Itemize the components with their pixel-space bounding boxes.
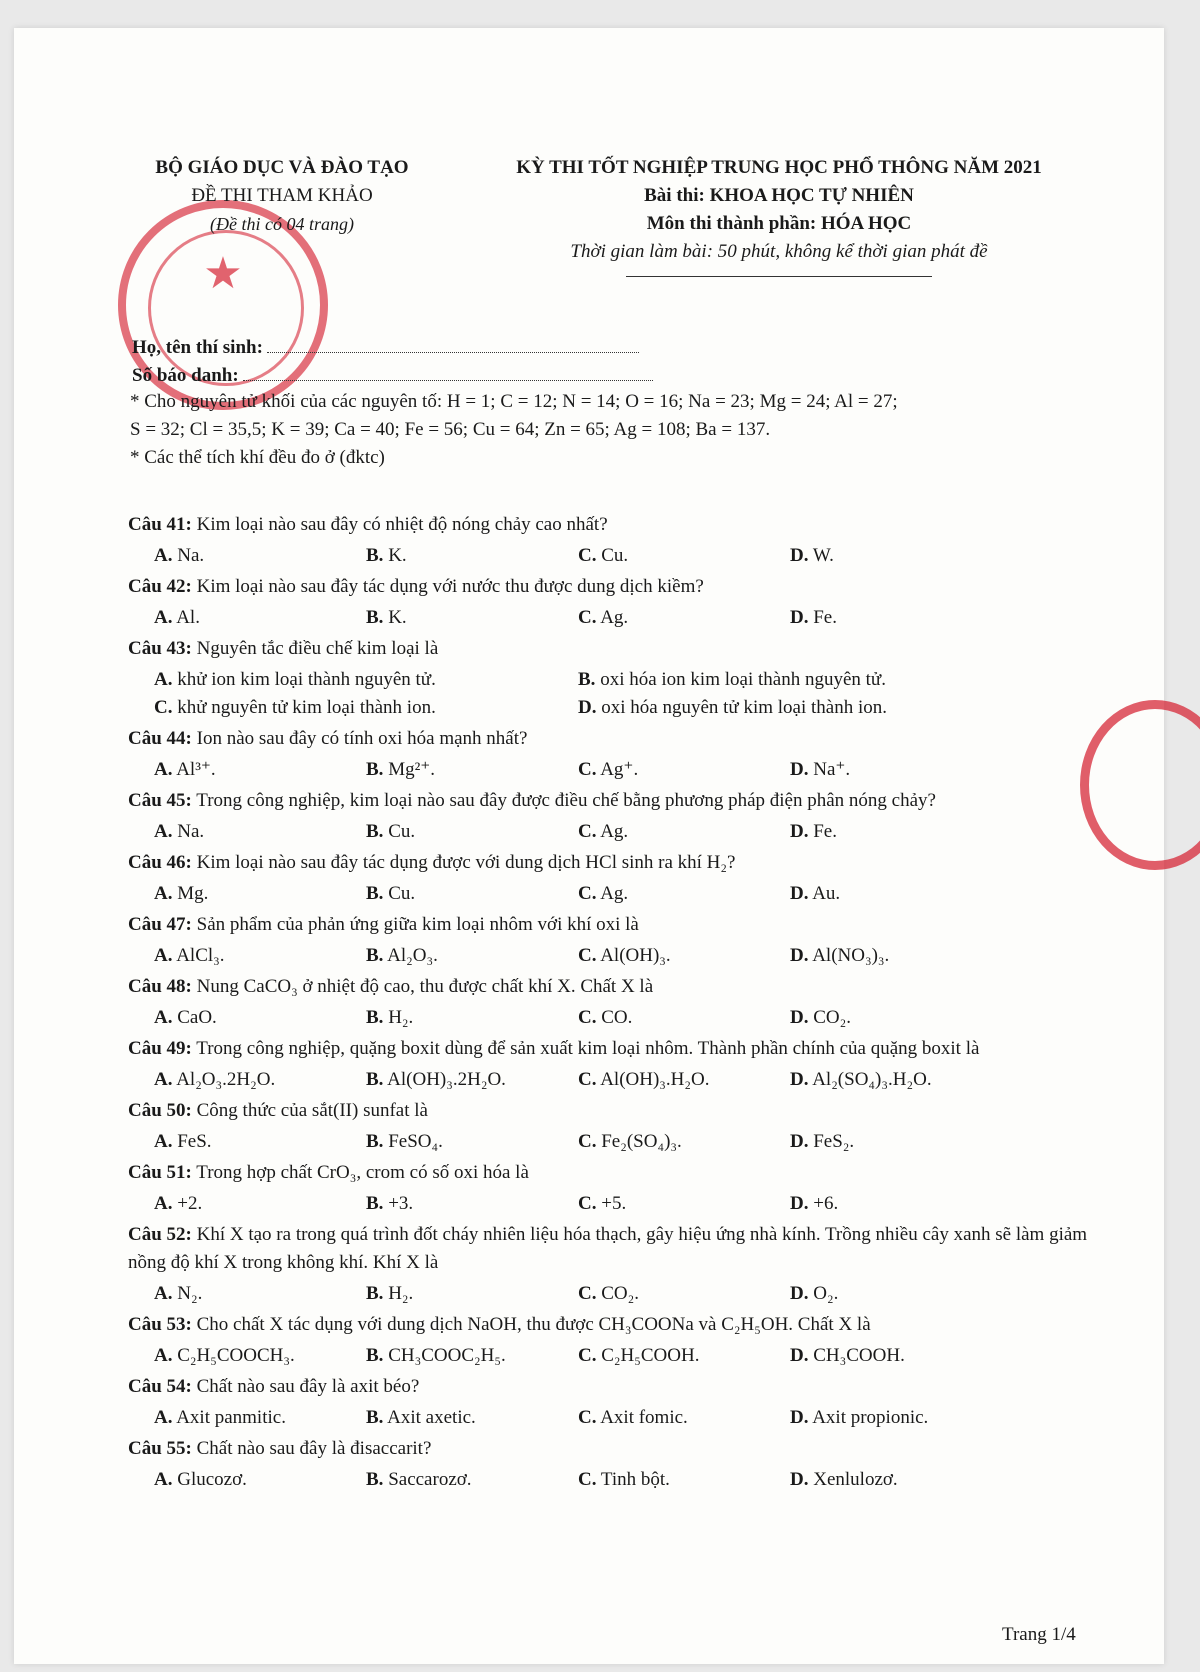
question-text: Trong công nghiệp, kim loại nào sau đây được điều chế bằng phương pháp điện phân nóng chảy? (196, 790, 936, 811)
answer-options (128, 1404, 1108, 1432)
option-d (790, 1190, 1050, 1218)
header-right (454, 154, 1104, 266)
option-text: CH₃COOC₂H₅. (388, 1345, 506, 1366)
option-key: A. (154, 1469, 173, 1490)
option-key: B. (366, 1131, 384, 1152)
duration: Thời gian làm bài: 50 phút, không kể thời gian phát đề (570, 241, 988, 262)
option-key: D. (790, 1193, 809, 1214)
option-key: B. (366, 945, 384, 966)
option-key: B. (366, 1283, 384, 1304)
question (128, 1034, 1108, 1094)
option-d (790, 1466, 1050, 1494)
answer-options (128, 756, 1108, 784)
option-d (790, 756, 1050, 784)
exam-title: KỲ THI TỐT NGHIỆP TRUNG HỌC PHỔ THÔNG NĂM 2021 (516, 157, 1042, 178)
option-a (154, 1066, 366, 1094)
option-key: B. (578, 669, 596, 690)
question (128, 1096, 1108, 1156)
question-number: Câu 44: (128, 728, 192, 749)
option-key: C. (578, 1283, 597, 1304)
option-b (366, 1190, 578, 1218)
question-number: Câu 48: (128, 976, 192, 997)
option-c (578, 1280, 790, 1308)
option-text: Au. (812, 883, 841, 904)
question (128, 786, 1108, 846)
option-text: Mg. (177, 883, 209, 904)
option-key: A. (154, 821, 173, 842)
atomic-masses-line-1: * Cho nguyên tử khối của các nguyên tố: H = 1; C = 12; N = 14; O = 16; Na = 23; Mg = 24; Al = 27; (130, 391, 898, 412)
answer-options (128, 1066, 1108, 1094)
option-b (366, 880, 578, 908)
test-name: Bài thi: KHOA HỌC TỰ NHIÊN (644, 185, 914, 206)
answer-options (128, 1280, 1108, 1308)
option-text: Al(OH)₃.H₂O. (600, 1069, 710, 1090)
candidate-id-row (132, 362, 653, 390)
option-text: W. (812, 545, 834, 566)
option-key: B. (366, 1069, 384, 1090)
option-key: B. (366, 545, 384, 566)
question-stem (128, 1220, 1108, 1278)
option-key: C. (578, 1131, 597, 1152)
question-stem (128, 1372, 1108, 1402)
option-key: D. (790, 1131, 809, 1152)
option-text: Na⁺. (813, 759, 851, 780)
option-text: Fe. (813, 607, 837, 628)
option-text: Al₂O₃.2H₂O. (176, 1069, 276, 1090)
question-text: Sản phẩm của phản ứng giữa kim loại nhôm với khí oxi là (196, 914, 639, 935)
option-text: K. (388, 545, 407, 566)
option-b (366, 1066, 578, 1094)
option-text: Al³⁺. (176, 759, 216, 780)
option-b (366, 756, 578, 784)
option-key: D. (790, 607, 809, 628)
option-text: CO. (601, 1007, 633, 1028)
option-key: B. (366, 607, 384, 628)
question-number: Câu 41: (128, 514, 192, 535)
option-key: A. (154, 1407, 173, 1428)
option-d (790, 1066, 1050, 1094)
option-c (578, 1190, 790, 1218)
answer-options (128, 1190, 1108, 1218)
question-stem (128, 910, 1108, 940)
option-text: Axit axetic. (387, 1407, 476, 1428)
option-d (790, 1404, 1050, 1432)
option-key: C. (578, 1007, 597, 1028)
option-c (578, 1342, 790, 1370)
option-text: Ag⁺. (600, 759, 639, 780)
gas-note: * Các thể tích khí đều đo ở (đktc) (130, 447, 385, 468)
option-text: +5. (601, 1193, 627, 1214)
option-text: FeS₂. (813, 1131, 855, 1152)
option-d (790, 1280, 1050, 1308)
option-a (154, 542, 366, 570)
option-c (578, 1004, 790, 1032)
question (128, 1434, 1108, 1494)
option-d (790, 1004, 1050, 1032)
option-key: A. (154, 1193, 173, 1214)
question-text: Kim loại nào sau đây tác dụng với nước thu được dung dịch kiềm? (196, 576, 704, 597)
option-b (366, 1342, 578, 1370)
option-text: Al(OH)₃.2H₂O. (387, 1069, 506, 1090)
question (128, 972, 1108, 1032)
option-d (790, 1128, 1050, 1156)
option-text: Cu. (388, 821, 416, 842)
question-number: Câu 45: (128, 790, 192, 811)
question-number: Câu 53: (128, 1314, 192, 1335)
option-text: N₂. (177, 1283, 203, 1304)
question-text: Khí X tạo ra trong quá trình đốt cháy nhiên liệu hóa thạch, gây hiệu ứng nhà kính. Trồng nhiều cây xanh sẽ làm giảm nồng độ khí X trong không khí. Khí X là (128, 1224, 1088, 1273)
answer-options (128, 1128, 1108, 1156)
option-b (366, 542, 578, 570)
option-text: Al₂(SO₄)₃.H₂O. (812, 1069, 932, 1090)
question-stem (128, 572, 1108, 602)
question-stem (128, 1034, 1108, 1064)
question-stem (128, 1310, 1108, 1340)
option-a (154, 1466, 366, 1494)
option-key: B. (366, 759, 384, 780)
exam-page (14, 28, 1164, 1664)
option-key: C. (578, 607, 597, 628)
answer-options (128, 880, 1108, 908)
candidate-name-row (132, 334, 653, 362)
option-key: A. (154, 945, 173, 966)
option-key: D. (790, 1469, 809, 1490)
question-text: Trong hợp chất CrO₃, crom có số oxi hóa là (196, 1162, 529, 1183)
question (128, 910, 1108, 970)
question-stem (128, 1096, 1108, 1126)
question-stem (128, 510, 1108, 540)
option-key: C. (154, 697, 173, 718)
option-key: A. (154, 1345, 173, 1366)
star-icon: ★ (203, 248, 243, 299)
option-text: khử nguyên tử kim loại thành ion. (177, 697, 436, 718)
option-a (154, 1190, 366, 1218)
option-a (154, 756, 366, 784)
question (128, 724, 1108, 784)
option-text: Fe. (813, 821, 837, 842)
answer-options (128, 1004, 1108, 1032)
question (128, 1310, 1108, 1370)
option-key: D. (790, 945, 809, 966)
option-c (578, 942, 790, 970)
option-text: oxi hóa ion kim loại thành nguyên tử. (600, 669, 886, 690)
candidate-info (132, 334, 653, 390)
option-b (366, 604, 578, 632)
option-key: D. (790, 1007, 809, 1028)
option-d (790, 880, 1050, 908)
option-text: Ag. (600, 883, 629, 904)
answer-options (128, 1466, 1108, 1494)
option-c (578, 1128, 790, 1156)
option-a (154, 1280, 366, 1308)
option-text: Al. (176, 607, 200, 628)
option-text: Xenlulozơ. (813, 1469, 898, 1490)
option-text: Na. (177, 821, 205, 842)
question-text: Chất nào sau đây là axit béo? (196, 1376, 420, 1397)
question-stem (128, 1158, 1108, 1188)
option-key: D. (790, 1407, 809, 1428)
option-text: FeSO₄. (388, 1131, 443, 1152)
option-key: A. (154, 1069, 173, 1090)
exam-kind: ĐỀ THI THAM KHẢO (191, 185, 373, 206)
option-a (154, 1128, 366, 1156)
option-c (578, 756, 790, 784)
question (128, 510, 1108, 570)
option-text: Ag. (600, 821, 629, 842)
option-key: C. (578, 1469, 597, 1490)
question-number: Câu 55: (128, 1438, 192, 1459)
question-stem (128, 724, 1108, 754)
question-text: Kim loại nào sau đây tác dụng được với dung dịch HCl sinh ra khí H₂? (196, 852, 736, 873)
question-text: Trong công nghiệp, quặng boxit dùng để sản xuất kim loại nhôm. Thành phần chính của quặng boxit là (196, 1038, 980, 1059)
option-c (578, 542, 790, 570)
option-a (154, 818, 366, 846)
option-text: Tinh bột. (600, 1469, 670, 1490)
option-a (154, 880, 366, 908)
atomic-masses-line-2: S = 32; Cl = 35,5; K = 39; Ca = 40; Fe = 56; Cu = 64; Zn = 65; Ag = 108; Ba = 137. (130, 419, 771, 440)
question-stem (128, 634, 1108, 664)
option-text: Glucozơ. (177, 1469, 247, 1490)
option-key: A. (154, 1131, 173, 1152)
question-number: Câu 47: (128, 914, 192, 935)
question-list (128, 510, 1108, 1496)
option-text: +2. (177, 1193, 203, 1214)
option-text: Axit fomic. (600, 1407, 688, 1428)
question-number: Câu 46: (128, 852, 192, 873)
option-b (366, 942, 578, 970)
question-text: Công thức của sắt(II) sunfat là (196, 1100, 428, 1121)
candidate-id-blank (243, 362, 653, 381)
option-text: Cu. (388, 883, 416, 904)
option-text: CO₂. (813, 1007, 852, 1028)
candidate-name-label: Họ, tên thí sinh: (132, 337, 263, 358)
page-number: Trang 1/4 (1002, 1624, 1076, 1645)
question-stem (128, 1434, 1108, 1464)
option-key: A. (154, 607, 173, 628)
option-b (366, 1466, 578, 1494)
option-key: C. (578, 883, 597, 904)
option-text: Al₂O₃. (387, 945, 438, 966)
option-text: O₂. (813, 1283, 839, 1304)
option-key: C. (578, 821, 597, 842)
option-key: A. (154, 759, 173, 780)
option-key: B. (366, 1407, 384, 1428)
question-text: Kim loại nào sau đây có nhiệt độ nóng chảy cao nhất? (196, 514, 608, 535)
question-number: Câu 43: (128, 638, 192, 659)
option-text: Mg²⁺. (388, 759, 436, 780)
option-a (154, 1342, 366, 1370)
option-key: C. (578, 945, 597, 966)
option-a (154, 1404, 366, 1432)
option-text: Na. (177, 545, 205, 566)
option-key: B. (366, 1007, 384, 1028)
option-d (578, 694, 1058, 722)
option-text: +3. (388, 1193, 414, 1214)
option-b (366, 1404, 578, 1432)
option-a (154, 604, 366, 632)
answer-options (128, 1342, 1108, 1370)
candidate-name-blank (267, 334, 639, 353)
option-a (154, 666, 578, 694)
header-left (132, 154, 432, 238)
option-key: B. (366, 1193, 384, 1214)
question (128, 1220, 1108, 1308)
option-key: C. (578, 1345, 597, 1366)
option-text: K. (388, 607, 407, 628)
option-text: CO₂. (601, 1283, 640, 1304)
option-text: AlCl₃. (176, 945, 225, 966)
question-stem (128, 972, 1108, 1002)
option-d (790, 942, 1050, 970)
option-d (790, 818, 1050, 846)
option-key: D. (790, 759, 809, 780)
option-text: FeS. (177, 1131, 212, 1152)
option-key: C. (578, 1407, 597, 1428)
option-key: C. (578, 1069, 597, 1090)
question-text: Ion nào sau đây có tính oxi hóa mạnh nhất? (196, 728, 528, 749)
option-text: +6. (813, 1193, 839, 1214)
option-text: Cu. (601, 545, 629, 566)
header-divider (626, 276, 932, 277)
option-key: D. (790, 1345, 809, 1366)
option-key: A. (154, 669, 173, 690)
answer-options (128, 542, 1108, 570)
option-key: C. (578, 759, 597, 780)
question-text: Chất nào sau đây là đisaccarit? (196, 1438, 432, 1459)
option-text: C₂H₅COOH. (601, 1345, 700, 1366)
answer-options (128, 942, 1108, 970)
option-text: Ag. (600, 607, 629, 628)
subject-name: Môn thi thành phần: HÓA HỌC (646, 213, 912, 234)
option-key: A. (154, 883, 173, 904)
option-text: Axit propionic. (812, 1407, 929, 1428)
option-text: oxi hóa nguyên tử kim loại thành ion. (601, 697, 887, 718)
pages-note: (Đề thi có 04 trang) (210, 214, 354, 234)
question-number: Câu 50: (128, 1100, 192, 1121)
option-b (366, 1128, 578, 1156)
ministry-name: BỘ GIÁO DỤC VÀ ĐÀO TẠO (155, 157, 409, 178)
question-number: Câu 51: (128, 1162, 192, 1183)
option-text: Al(NO₃)₃. (812, 945, 890, 966)
option-key: C. (578, 1193, 597, 1214)
option-key: A. (154, 1283, 173, 1304)
option-key: B. (366, 821, 384, 842)
option-key: C. (578, 545, 597, 566)
option-key: D. (578, 697, 597, 718)
question-text: Cho chất X tác dụng với dung dịch NaOH, thu được CH₃COONa và C₂H₅OH. Chất X là (196, 1314, 871, 1335)
option-text: Fe₂(SO₄)₃. (601, 1131, 682, 1152)
question (128, 572, 1108, 632)
option-key: D. (790, 545, 809, 566)
option-a (154, 942, 366, 970)
option-text: C₂H₅COOCH₃. (177, 1345, 295, 1366)
option-text: H₂. (388, 1283, 414, 1304)
question-number: Câu 42: (128, 576, 192, 597)
question-stem (128, 848, 1108, 878)
option-text: CaO. (177, 1007, 217, 1028)
option-d (790, 542, 1050, 570)
option-key: D. (790, 883, 809, 904)
option-text: H₂. (388, 1007, 414, 1028)
question-text: Nung CaCO₃ ở nhiệt độ cao, thu được chất khí X. Chất X là (196, 976, 654, 997)
question-text: Nguyên tắc điều chế kim loại là (196, 638, 439, 659)
option-text: CH₃COOH. (813, 1345, 905, 1366)
option-key: D. (790, 821, 809, 842)
question (128, 634, 1108, 722)
notes (130, 388, 1090, 472)
option-key: D. (790, 1283, 809, 1304)
option-text: Al(OH)₃. (600, 945, 671, 966)
option-key: A. (154, 545, 173, 566)
option-key: B. (366, 1345, 384, 1366)
option-key: D. (790, 1069, 809, 1090)
option-c (578, 1066, 790, 1094)
option-c (578, 1466, 790, 1494)
option-key: A. (154, 1007, 173, 1028)
option-d (790, 1342, 1050, 1370)
option-d (790, 604, 1050, 632)
option-text: khử ion kim loại thành nguyên tử. (177, 669, 436, 690)
option-c (154, 694, 578, 722)
option-b (366, 1004, 578, 1032)
option-b (578, 666, 1058, 694)
option-b (366, 1280, 578, 1308)
option-b (366, 818, 578, 846)
question-stem (128, 786, 1108, 816)
question-number: Câu 54: (128, 1376, 192, 1397)
option-c (578, 818, 790, 846)
question-number: Câu 52: (128, 1224, 192, 1245)
answer-options (128, 604, 1108, 632)
option-key: B. (366, 883, 384, 904)
question (128, 1372, 1108, 1432)
option-a (154, 1004, 366, 1032)
option-c (578, 1404, 790, 1432)
answer-options (128, 666, 1108, 722)
question (128, 848, 1108, 908)
candidate-id-label: Số báo danh: (132, 365, 239, 386)
option-text: Saccarozơ. (388, 1469, 472, 1490)
answer-options (128, 818, 1108, 846)
option-text: Axit panmitic. (176, 1407, 286, 1428)
question-number: Câu 49: (128, 1038, 192, 1059)
option-c (578, 604, 790, 632)
question (128, 1158, 1108, 1218)
option-c (578, 880, 790, 908)
option-key: B. (366, 1469, 384, 1490)
